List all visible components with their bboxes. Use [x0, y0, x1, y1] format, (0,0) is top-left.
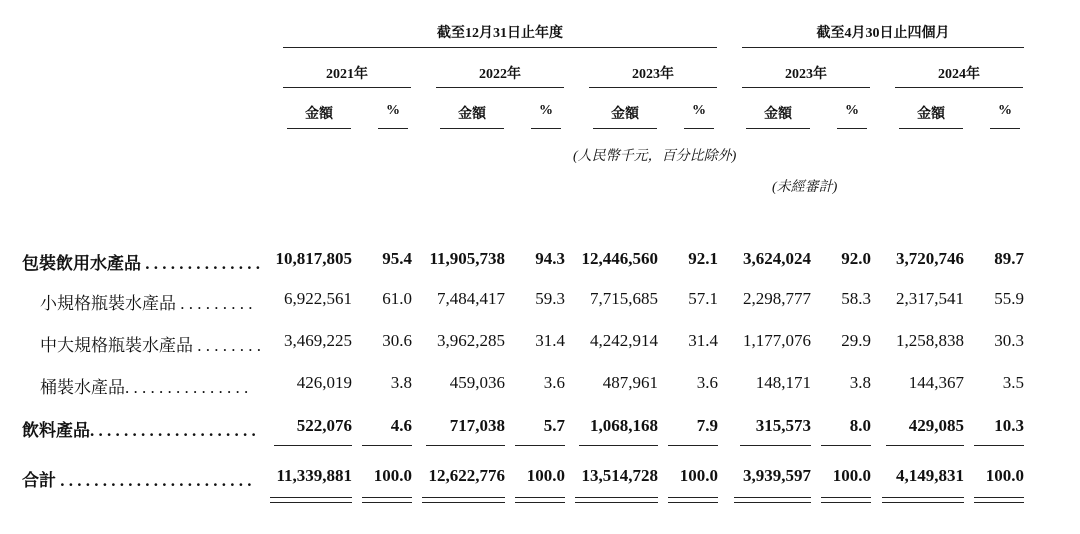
cell-amount: 10,817,805 — [275, 249, 352, 268]
col-header-amount: 金額 — [764, 107, 792, 122]
cell-pct: 29.9 — [841, 331, 871, 350]
unaudited-note: (未經審計) — [772, 180, 838, 195]
cell-amount: 315,573 — [755, 416, 811, 435]
unit-note: (人民幣千元，百分比除外) — [573, 149, 737, 164]
year-header-2021: 2021年 — [326, 67, 368, 82]
cell-amount: 429,085 — [908, 416, 964, 435]
cell-amount: 3,720,746 — [896, 249, 964, 268]
total-double-rule — [882, 497, 964, 503]
cell-pct: 3.6 — [543, 373, 565, 392]
col-header-pct: % — [386, 103, 400, 118]
cell-amount: 4,242,914 — [590, 331, 658, 350]
cell-amount: 148,171 — [755, 373, 811, 392]
cell-pct: 3.8 — [849, 373, 871, 392]
subtotal-rule — [515, 445, 565, 446]
table-row — [0, 373, 1080, 399]
cell-amount: 426,019 — [296, 373, 352, 392]
total-double-rule — [821, 497, 871, 503]
group-header-four-months-underline — [742, 47, 1024, 48]
cell-pct: 100.0 — [679, 466, 718, 485]
table-row-total — [0, 466, 1080, 492]
col-header-amount-underline — [440, 128, 504, 129]
cell-pct: 4.6 — [390, 416, 412, 435]
cell-amount: 522,076 — [296, 416, 352, 435]
year-header-2023-four-months-underline — [742, 87, 870, 88]
cell-amount: 3,469,225 — [284, 331, 352, 350]
year-header-2023-four-months: 2023年 — [785, 67, 827, 82]
cell-amount: 13,514,728 — [581, 466, 658, 485]
cell-amount: 3,624,024 — [743, 249, 811, 268]
cell-amount: 11,339,881 — [276, 466, 352, 485]
subtotal-rule — [426, 445, 505, 446]
subtotal-rule — [668, 445, 718, 446]
col-header-pct-underline — [378, 128, 408, 129]
total-double-rule — [422, 497, 505, 503]
col-header-amount-underline — [593, 128, 657, 129]
cell-pct: 3.5 — [1002, 373, 1024, 392]
cell-amount: 487,961 — [602, 373, 658, 392]
cell-amount: 144,367 — [908, 373, 964, 392]
col-header-amount: 金額 — [611, 107, 639, 122]
col-header-pct: % — [539, 103, 553, 118]
table-row — [0, 289, 1080, 315]
group-header-four-months: 截至4月30日止四個月 — [816, 26, 950, 41]
col-header-pct: % — [845, 103, 859, 118]
col-header-amount: 金額 — [917, 107, 945, 122]
col-header-pct: % — [692, 103, 706, 118]
year-header-2022-underline — [436, 87, 564, 88]
col-header-pct-underline — [990, 128, 1020, 129]
cell-pct: 92.0 — [841, 249, 871, 268]
total-double-rule — [362, 497, 412, 503]
cell-amount: 717,038 — [449, 416, 505, 435]
cell-pct: 92.1 — [688, 249, 718, 268]
table-row — [0, 331, 1080, 357]
cell-pct: 30.3 — [994, 331, 1024, 350]
cell-amount: 12,446,560 — [581, 249, 658, 268]
cell-pct: 59.3 — [535, 289, 565, 308]
cell-amount: 7,715,685 — [590, 289, 658, 308]
cell-pct: 31.4 — [688, 331, 718, 350]
col-header-amount: 金額 — [305, 107, 333, 122]
cell-pct: 5.7 — [543, 416, 565, 435]
cell-amount: 6,922,561 — [284, 289, 352, 308]
year-header-2022: 2022年 — [479, 67, 521, 82]
cell-amount: 459,036 — [449, 373, 505, 392]
total-double-rule — [974, 497, 1024, 503]
cell-pct: 10.3 — [994, 416, 1024, 435]
cell-pct: 94.3 — [535, 249, 565, 268]
cell-pct: 7.9 — [696, 416, 718, 435]
subtotal-rule — [974, 445, 1024, 446]
year-header-2021-underline — [283, 87, 411, 88]
subtotal-rule — [821, 445, 871, 446]
cell-amount: 12,622,776 — [428, 466, 505, 485]
subtotal-rule — [579, 445, 658, 446]
cell-pct: 55.9 — [994, 289, 1024, 308]
row-label: 飲料產品. . . . . . . . . . . . . . . . . . . . — [22, 421, 256, 440]
col-header-pct-underline — [531, 128, 561, 129]
cell-pct: 89.7 — [994, 249, 1024, 268]
row-label: 桶裝水產品. . . . . . . . . . . . . . . — [40, 378, 249, 397]
cell-amount: 11,905,738 — [429, 249, 505, 268]
year-header-2024: 2024年 — [938, 67, 980, 82]
total-double-rule — [515, 497, 565, 503]
cell-amount: 1,068,168 — [590, 416, 658, 435]
cell-pct: 31.4 — [535, 331, 565, 350]
subtotal-rule — [362, 445, 412, 446]
year-header-2023-underline — [589, 87, 717, 88]
cell-pct: 100.0 — [832, 466, 871, 485]
cell-pct: 8.0 — [849, 416, 871, 435]
subtotal-rule — [274, 445, 352, 446]
col-header-pct: % — [998, 103, 1012, 118]
table-row — [0, 249, 1080, 275]
group-header-full-year-underline — [283, 47, 717, 48]
col-header-amount-underline — [287, 128, 351, 129]
col-header-amount-underline — [899, 128, 963, 129]
cell-pct: 100.0 — [526, 466, 565, 485]
table-row — [0, 416, 1080, 442]
cell-amount: 2,298,777 — [743, 289, 811, 308]
total-double-rule — [270, 497, 352, 503]
total-double-rule — [734, 497, 811, 503]
total-double-rule — [575, 497, 658, 503]
cell-pct: 61.0 — [382, 289, 412, 308]
cell-amount: 3,939,597 — [743, 466, 811, 485]
row-label: 合計 . . . . . . . . . . . . . . . . . . . . . . . — [22, 471, 252, 490]
cell-pct: 3.6 — [696, 373, 718, 392]
cell-pct: 100.0 — [373, 466, 412, 485]
cell-pct: 57.1 — [688, 289, 718, 308]
cell-pct: 95.4 — [382, 249, 412, 268]
cell-pct: 3.8 — [390, 373, 412, 392]
cell-amount: 1,177,076 — [743, 331, 811, 350]
subtotal-rule — [740, 445, 811, 446]
cell-amount: 2,317,541 — [896, 289, 964, 308]
cell-amount: 1,258,838 — [896, 331, 964, 350]
year-header-2023: 2023年 — [632, 67, 674, 82]
cell-amount: 3,962,285 — [437, 331, 505, 350]
cell-pct: 58.3 — [841, 289, 871, 308]
group-header-full-year: 截至12月31日止年度 — [437, 26, 563, 41]
col-header-amount: 金額 — [458, 107, 486, 122]
col-header-pct-underline — [837, 128, 867, 129]
row-label: 中大規格瓶裝水產品 . . . . . . . . — [40, 336, 261, 355]
subtotal-rule — [886, 445, 964, 446]
cell-amount: 4,149,831 — [896, 466, 964, 485]
total-double-rule — [668, 497, 718, 503]
col-header-amount-underline — [746, 128, 810, 129]
row-label: 小規格瓶裝水產品 . . . . . . . . . — [40, 294, 253, 313]
year-header-2024-underline — [895, 87, 1023, 88]
cell-pct: 30.6 — [382, 331, 412, 350]
row-label: 包裝飲用水產品 . . . . . . . . . . . . . . — [22, 254, 260, 273]
cell-amount: 7,484,417 — [437, 289, 505, 308]
col-header-pct-underline — [684, 128, 714, 129]
cell-pct: 100.0 — [985, 466, 1024, 485]
